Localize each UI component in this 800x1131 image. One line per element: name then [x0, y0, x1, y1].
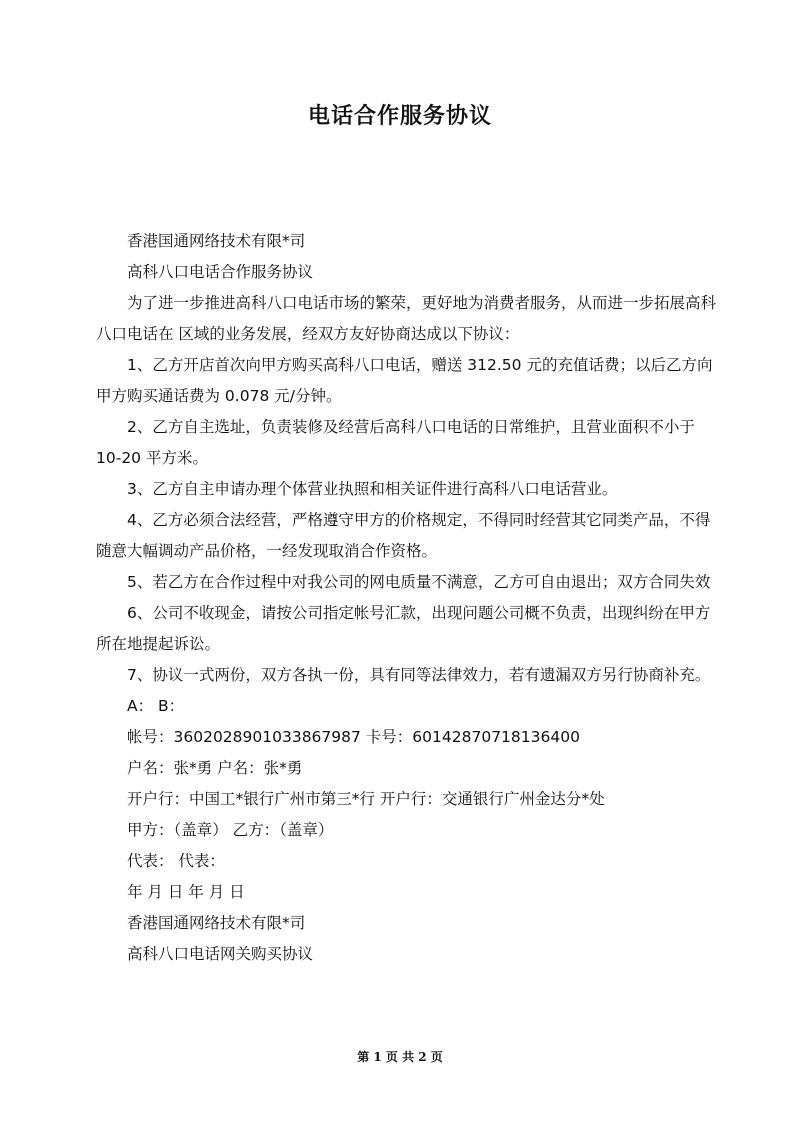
- account-names: 户名：张*勇 户名：张*勇: [127, 759, 303, 777]
- page-footer: 第 1 页 共 2 页: [357, 1050, 443, 1064]
- paragraph-company-name-2: 香港国通网络技术有限*司: [127, 914, 306, 932]
- date-line: 年 月 日 年 月 日: [127, 883, 245, 901]
- paragraph-company-name: 香港国通网络技术有限*司: [127, 232, 306, 250]
- bank-branches: 开户行：中国工*银行广州市第三*行 开户行：交通银行广州金达分*处: [127, 790, 605, 808]
- clause-6: 6、公司不收现金，请按公司指定帐号汇款，出现问题公司概不负责，出现纠纷在甲方所在地提起诉讼。: [96, 604, 711, 653]
- clause-5: 5、若乙方在合作过程中对我公司的网电质量不满意，乙方可自由退出；双方合同失效: [127, 573, 711, 591]
- paragraph-next-agreement-title: 高科八口电话网关购买协议: [127, 945, 314, 963]
- paragraph-agreement-name: 高科八口电话合作服务协议: [127, 263, 314, 281]
- representative-line: 代表： 代表：: [127, 852, 225, 870]
- clause-3: 3、乙方自主申请办理个体营业执照和相关证件进行高科八口电话营业。: [127, 480, 618, 498]
- document-body: [96, 226, 716, 970]
- clause-4: 4、乙方必须合法经营，严格遵守甲方的价格规定，不得同时经营其它同类产品，不得随意大幅调动产品价格，一经发现取消合作资格。: [96, 511, 711, 560]
- paragraph-preamble: 为了进一步推进高科八口电话市场的繁荣，更好地为消费者服务，从而进一步拓展高科八口电话在 区域的业务发展，经双方友好协商达成以下协议：: [96, 294, 717, 343]
- clause-1: 1、乙方开店首次向甲方购买高科八口电话，赠送 312.50 元的充值话费；以后乙方向甲方购买通话费为 0.078 元/分钟。: [96, 356, 713, 405]
- party-labels: A： B：: [127, 697, 185, 715]
- document-title: 电话合作服务协议: [307, 104, 492, 129]
- seal-line: 甲方：（盖章） 乙方：（盖章）: [127, 821, 334, 839]
- clause-2: 2、乙方自主选址，负责装修及经营后高科八口电话的日常维护，且营业面积不小于10-20 平方米。: [96, 418, 695, 467]
- account-numbers: 帐号：3602028901033867987 卡号：60142870718136400: [127, 728, 580, 746]
- clause-7: 7、协议一式两份，双方各执一份，具有同等法律效力，若有遗漏双方另行协商补充。: [127, 666, 711, 684]
